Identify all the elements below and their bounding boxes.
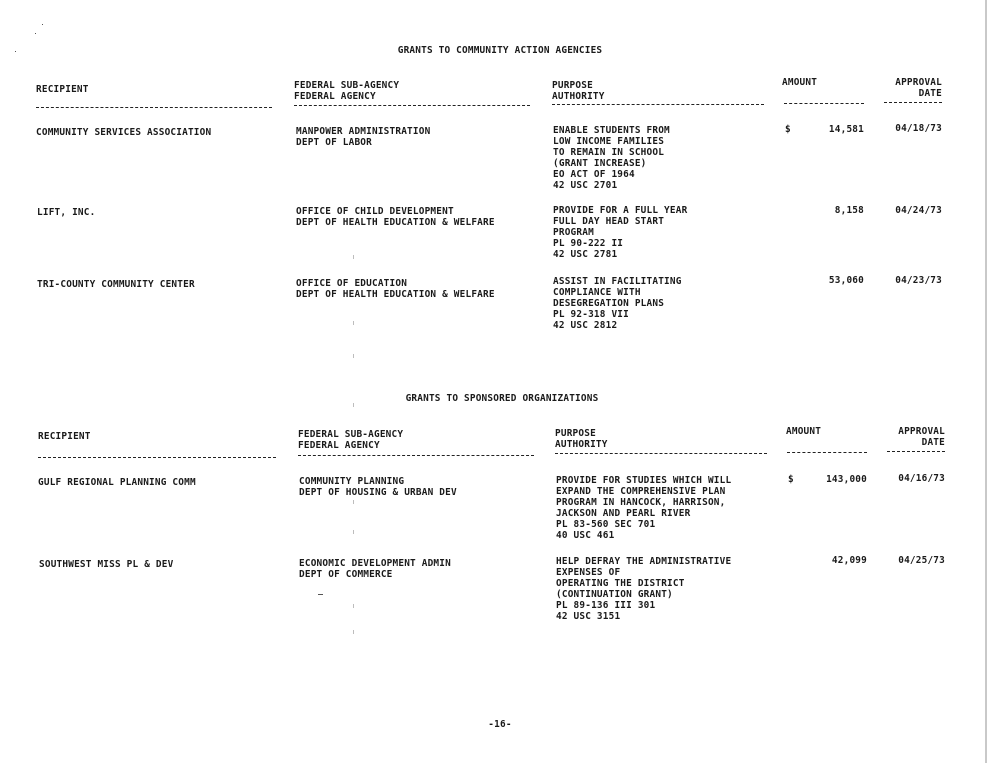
agency-cell: DEPT OF HOUSING & URBAN DEV bbox=[299, 487, 457, 498]
header-authority: AUTHORITY bbox=[552, 91, 605, 102]
purpose-line: JACKSON AND PEARL RIVER bbox=[556, 508, 691, 519]
approval-date-cell: 04/24/73 bbox=[895, 205, 942, 216]
header-amount: AMOUNT bbox=[786, 426, 822, 437]
purpose-line: 42 USC 3151 bbox=[556, 611, 621, 622]
purpose-line: OPERATING THE DISTRICT bbox=[556, 578, 685, 589]
sub-agency-cell: ECONOMIC DEVELOPMENT ADMIN bbox=[299, 558, 451, 569]
header-approval: APPROVAL bbox=[895, 77, 942, 88]
amount-cell: 53,060 bbox=[828, 275, 864, 286]
currency-symbol: $ bbox=[785, 124, 791, 135]
purpose-line: COMPLIANCE WITH bbox=[553, 287, 641, 298]
header-sub-agency: FEDERAL SUB-AGENCY bbox=[294, 80, 400, 91]
purpose-line: (CONTINUATION GRANT) bbox=[556, 589, 673, 600]
header-rule bbox=[884, 102, 942, 103]
approval-date-cell: 04/16/73 bbox=[898, 473, 945, 484]
scan-speck bbox=[353, 255, 354, 259]
section-title: GRANTS TO COMMUNITY ACTION AGENCIES bbox=[397, 45, 603, 56]
scan-speck bbox=[35, 33, 36, 34]
sub-agency-cell: MANPOWER ADMINISTRATION bbox=[296, 126, 431, 137]
header-agency: FEDERAL AGENCY bbox=[298, 440, 380, 451]
purpose-line: (GRANT INCREASE) bbox=[553, 158, 647, 169]
recipient-cell: TRI-COUNTY COMMUNITY CENTER bbox=[37, 279, 195, 290]
purpose-line: PROVIDE FOR A FULL YEAR bbox=[553, 205, 688, 216]
purpose-line: PL 92-318 VII bbox=[553, 309, 629, 320]
section-title: GRANTS TO SPONSORED ORGANIZATIONS bbox=[405, 393, 599, 404]
scan-speck bbox=[353, 403, 354, 407]
currency-symbol: $ bbox=[788, 474, 794, 485]
header-purpose: PURPOSE bbox=[552, 80, 593, 91]
purpose-line: LOW INCOME FAMILIES bbox=[553, 136, 665, 147]
header-authority: AUTHORITY bbox=[555, 439, 608, 450]
scan-speck bbox=[353, 321, 354, 325]
header-rule bbox=[787, 452, 867, 453]
amount-cell: 8,158 bbox=[834, 205, 864, 216]
purpose-line: FULL DAY HEAD START bbox=[553, 216, 665, 227]
scan-speck bbox=[353, 354, 354, 358]
sub-agency-cell: OFFICE OF CHILD DEVELOPMENT bbox=[296, 206, 454, 217]
purpose-line: EXPENSES OF bbox=[556, 567, 621, 578]
purpose-line: PROGRAM IN HANCOCK, HARRISON, bbox=[556, 497, 726, 508]
sub-agency-cell: COMMUNITY PLANNING bbox=[299, 476, 405, 487]
recipient-cell: COMMUNITY SERVICES ASSOCIATION bbox=[36, 127, 212, 138]
header-date: DATE bbox=[918, 88, 942, 99]
approval-date-cell: 04/18/73 bbox=[895, 123, 942, 134]
header-rule bbox=[294, 105, 530, 106]
recipient-cell: LIFT, INC. bbox=[37, 207, 96, 218]
agency-cell: DEPT OF HEALTH EDUCATION & WELFARE bbox=[296, 289, 495, 300]
purpose-line: 42 USC 2701 bbox=[553, 180, 618, 191]
purpose-line: TO REMAIN IN SCHOOL bbox=[553, 147, 665, 158]
purpose-line: PROGRAM bbox=[553, 227, 594, 238]
recipient-cell: GULF REGIONAL PLANNING COMM bbox=[38, 477, 196, 488]
purpose-line: DESEGREGATION PLANS bbox=[553, 298, 665, 309]
agency-cell: DEPT OF LABOR bbox=[296, 137, 372, 148]
sub-agency-cell: OFFICE OF EDUCATION bbox=[296, 278, 408, 289]
approval-date-cell: 04/23/73 bbox=[895, 275, 942, 286]
header-approval: APPROVAL bbox=[898, 426, 945, 437]
purpose-line: ASSIST IN FACILITATING bbox=[553, 276, 682, 287]
header-rule bbox=[38, 457, 276, 458]
header-amount: AMOUNT bbox=[782, 77, 818, 88]
purpose-line: HELP DEFRAY THE ADMINISTRATIVE bbox=[556, 556, 732, 567]
agency-cell: DEPT OF HEALTH EDUCATION & WELFARE bbox=[296, 217, 495, 228]
scan-edge bbox=[985, 0, 987, 763]
purpose-line: EO ACT OF 1964 bbox=[553, 169, 635, 180]
purpose-line: PL 90-222 II bbox=[553, 238, 624, 249]
header-rule bbox=[298, 455, 534, 456]
recipient-cell: SOUTHWEST MISS PL & DEV bbox=[39, 559, 174, 570]
page-number: -16- bbox=[488, 719, 512, 730]
scan-speck bbox=[353, 630, 354, 634]
amount-cell: 14,581 bbox=[828, 124, 864, 135]
amount-cell: 143,000 bbox=[826, 474, 867, 485]
header-recipient: RECIPIENT bbox=[36, 84, 89, 95]
header-rule bbox=[555, 453, 767, 454]
scan-speck bbox=[353, 604, 354, 608]
header-rule bbox=[887, 451, 945, 452]
amount-cell: 42,099 bbox=[831, 555, 867, 566]
agency-cell: DEPT OF COMMERCE bbox=[299, 569, 393, 580]
scan-speck bbox=[42, 24, 43, 25]
header-rule bbox=[552, 104, 764, 105]
purpose-line: 42 USC 2812 bbox=[553, 320, 618, 331]
purpose-line: PL 89-136 III 301 bbox=[556, 600, 656, 611]
purpose-line: EXPAND THE COMPREHENSIVE PLAN bbox=[556, 486, 726, 497]
scan-speck bbox=[353, 530, 354, 534]
purpose-line: ENABLE STUDENTS FROM bbox=[553, 125, 670, 136]
purpose-line: PROVIDE FOR STUDIES WHICH WILL bbox=[556, 475, 732, 486]
purpose-line: 40 USC 461 bbox=[556, 530, 615, 541]
header-rule bbox=[784, 103, 864, 104]
purpose-line: PL 83-560 SEC 701 bbox=[556, 519, 656, 530]
scan-speck bbox=[353, 500, 354, 504]
header-date: DATE bbox=[921, 437, 945, 448]
purpose-line: 42 USC 2781 bbox=[553, 249, 618, 260]
scan-speck bbox=[15, 51, 16, 52]
header-purpose: PURPOSE bbox=[555, 428, 596, 439]
header-sub-agency: FEDERAL SUB-AGENCY bbox=[298, 429, 404, 440]
header-recipient: RECIPIENT bbox=[38, 431, 91, 442]
header-rule bbox=[36, 107, 272, 108]
header-agency: FEDERAL AGENCY bbox=[294, 91, 376, 102]
scan-speck bbox=[318, 594, 323, 595]
approval-date-cell: 04/25/73 bbox=[898, 555, 945, 566]
